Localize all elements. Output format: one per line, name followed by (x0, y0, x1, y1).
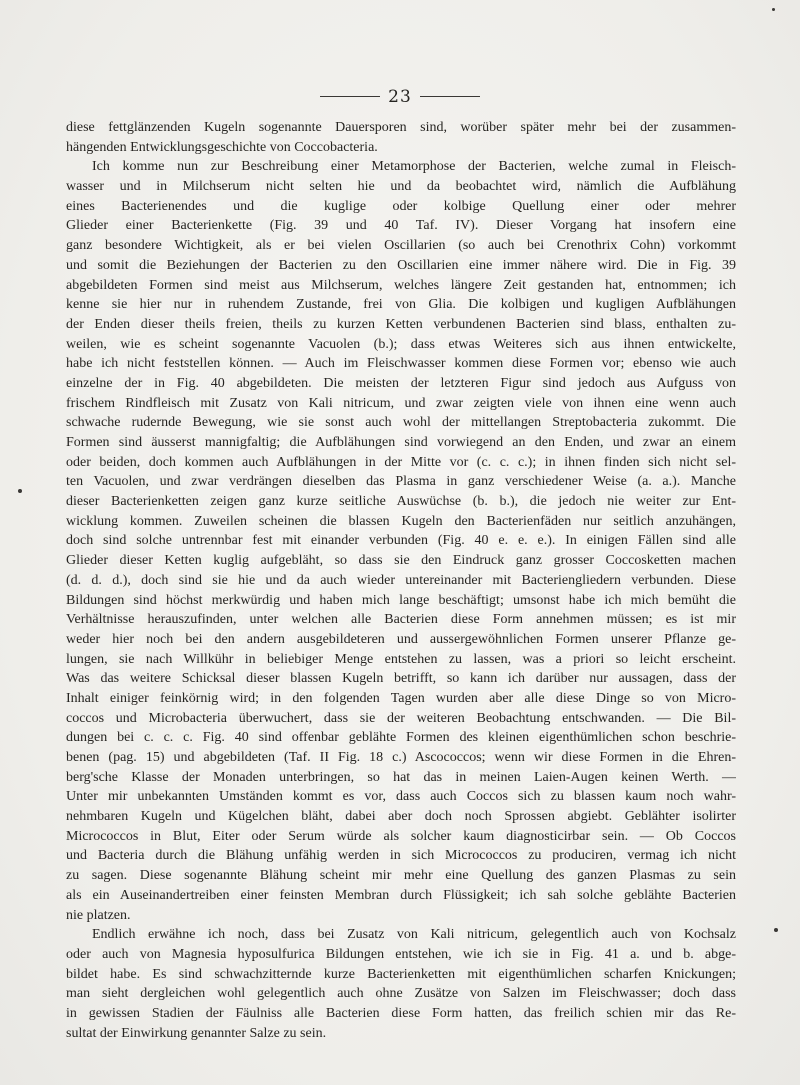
text-line: eines Bacterienendes und die kuglige oder kolbige Quellung einer oder mehrer (66, 198, 736, 214)
text-line: wasser und in Milchserum nicht selten hie und da beobachtet wird, nämlich die Aufblähung (66, 179, 736, 195)
text-line: doch sind solche untrennbar fest mit einander verbunden (Fig. 40 e. e. e.). In einigen Fällen sind alle (66, 533, 736, 549)
text-line: und somit die Beziehungen der Bacterien zu den Oscillarien eine immer nähere wird. Die in Fig. 39 (66, 257, 736, 273)
text-line: Inhalt einiger feinkörnig wird; in den folgenden Tagen wurden aber alle diese Dinge so von Micro- (66, 690, 736, 706)
text-line: wicklung kommen. Zuweilen scheinen die blassen Kugeln den Bacterienfäden nur seitlich anzuhängen, (66, 513, 736, 529)
text-line: oder beiden, doch kommen auch Aufblähungen in der Mitte vor (c. c. c.); in ihnen finden sich nicht sel- (66, 454, 736, 470)
text-line: Verhältnisse herauszufinden, unter welchen alle Bacterien diese Form annehmen müssen; es ist mir (66, 612, 736, 628)
header-rule-left (320, 96, 380, 97)
text-line: berg'sche Klasse der Monaden unterbringen, so hat das in meinen Laien-Augen keinen Werth. — (66, 769, 736, 785)
text-line: Glieder dieser Ketten kuglig aufgebläht, so dass sie den Eindruck ganz grosser Coccosketten machen (66, 553, 736, 569)
text-line: abgebildeten Formen sind meist aus Milchserum, welches längere Zeit gestanden hat, entnommen; ich (66, 277, 736, 293)
paper-speck (774, 928, 778, 932)
body-text (66, 118, 736, 1043)
text-line: ganz besondere Wichtigkeit, als er bei vielen Oscillarien (so auch bei Crenothrix Cohn) vorkommt (66, 238, 736, 254)
text-line: einzelne der in Fig. 40 abgebildeten. Die meisten der letzteren Figur sind jedoch aus Aufguss von (66, 375, 736, 391)
text-line: Formen sind äusserst mannigfaltig; die Aufblähungen sind vorwiegend an den Enden, und zwar an einem (66, 435, 736, 450)
text-line: und Bacteria durch die Blähung unfähig werden in sich Micrococcos zu produciren, vermag ich nicht (66, 848, 736, 864)
text-line: Micrococcos in Blut, Eiter oder Serum würde als solcher kaum diagnosticirbar sein. — Ob Coccos (66, 828, 736, 844)
paper-speck (772, 8, 775, 11)
page-number: 23 (388, 86, 412, 107)
paragraph-first-line: Endlich erwähne ich noch, dass bei Zusatz von Kali nitricum, gelegentlich auch von Kochsalz (92, 927, 736, 943)
text-line: frischem Rindfleisch mit Zusatz von Kali nitricum, und zwar zeigten viele von ihnen eine wenn auch (66, 395, 736, 411)
paragraph-first-line: Ich komme nun zur Beschreibung einer Metamorphose der Bacterien, welche zumal in Fleisch- (92, 159, 736, 175)
text-line: in gewissen Stadien der Fäulniss alle Bacterien diese Form hatten, das freilich schien mir das Re- (66, 1005, 736, 1021)
text-line: Was das weitere Schicksal dieser blassen Kugeln betrifft, so kann ich darüber nur aussagen, dass der (66, 671, 736, 687)
text-line: hängenden Entwicklungsgeschichte von Coccobacteria. (66, 139, 378, 155)
text-line: weilen, wie es scheint sogenannte Vacuolen (b.); dass etwas Weiteres sich aus ihnen entwickelte, (66, 336, 736, 352)
page-header (0, 86, 800, 107)
text-line: nie platzen. (66, 907, 131, 923)
text-line: weder hier noch bei den andern ausgebildeteren und aussergewöhnlichen Formen unserer Pflanze ge- (66, 631, 736, 647)
text-line: als ein Auseinandertreiben einer feinsten Membran durch Flüssigkeit; ich sah solche geblähte Bacterien (66, 887, 736, 903)
text-line: diese fettglänzenden Kugeln sogenannte Dauersporen sind, worüber später mehr bei der zusammen- (66, 120, 736, 135)
text-line: (d. d. d.), doch sind sie hie und da auch wieder untereinander mit Bacteriengliedern verbunden. Diese (66, 572, 736, 588)
text-line: dieser Bacterienketten zeigen ganz kurze seitliche Auswüchse (b. b.), die jedoch nie weiter zur Ent- (66, 494, 736, 510)
text-line: habe ich nicht feststellen können. — Auch im Fleischwasser kommen diese Formen vor; ebenso wie auch (66, 356, 736, 372)
text-line: der Enden dieser theils freien, theils zu kurzen Ketten verbundenen Bacterien sind blass, enthalten zu- (66, 316, 736, 332)
header-rule-right (420, 96, 480, 97)
text-line: lungen, sie nach Willkühr in beliebiger Menge entstehen zu lassen, was a priori so leicht erscheint. (66, 651, 736, 667)
text-line: benen (pag. 15) und abgebildeten (Taf. II Fig. 18 c.) Ascococcos; wenn wir diese Formen in die Ehren- (66, 750, 736, 765)
text-line: coccos und Microbacteria überwuchert, dass sie der weiteren Beobachtung entschwanden. — Die Bil- (66, 710, 736, 726)
text-line: ten Vacuolen, und zwar verdrängen dieselben das Plasma in ganz verschiedener Weise (a. a.). Manche (66, 474, 736, 490)
text-line: bildet habe. Es sind schwachzitternde kurze Bacterienketten mit eigenthümlichen scharfen Knickungen; (66, 966, 736, 982)
paper-speck (18, 489, 22, 493)
text-line: zu sagen. Diese sogenannte Blähung scheint mir mehr eine Quellung des ganzen Plasmas zu sein (66, 868, 736, 884)
text-line: schwache rudernde Bewegung, wie sie sonst auch wohl der mittellangen Streptobacteria zukommt. Die (66, 415, 736, 431)
text-line: Unter mir unbekannten Umständen kommt es vor, dass auch Coccos sich zu blassen kaum noch wahr- (66, 789, 736, 805)
text-line: oder auch von Magnesia hyposulfurica Bildungen entstehen, wie ich sie in Fig. 41 a. und b. abge- (66, 946, 736, 962)
text-line: kenne sie hier nur in ruhendem Zustande, frei von Glia. Die kolbigen und kugligen Aufblähungen (66, 297, 736, 313)
text-line: sultat der Einwirkung genannter Salze zu sein. (66, 1025, 327, 1041)
text-line: dungen bei c. c. c. Fig. 40 sind offenbar geblähte Formen des kleinen eigenthümlichen schon beschrie- (66, 730, 736, 746)
text-line: nehmbaren Kugeln und Kügelchen bläht, dabei aber doch noch Sprossen abgiebt. Geblähter isolirter (66, 809, 736, 825)
text-line: Bildungen sind höchst merkwürdig und haben mich lange beschäftigt; umsonst habe ich mich bemüht die (66, 592, 736, 608)
text-line: Glieder einer Bacterienkette (Fig. 39 und 40 Taf. IV). Dieser Vorgang hat insofern eine (66, 218, 736, 234)
text-line: man sieht dergleichen wohl gelegentlich auch ohne Zusätze von Salzen im Fleischwasser; doch dass (66, 986, 736, 1002)
